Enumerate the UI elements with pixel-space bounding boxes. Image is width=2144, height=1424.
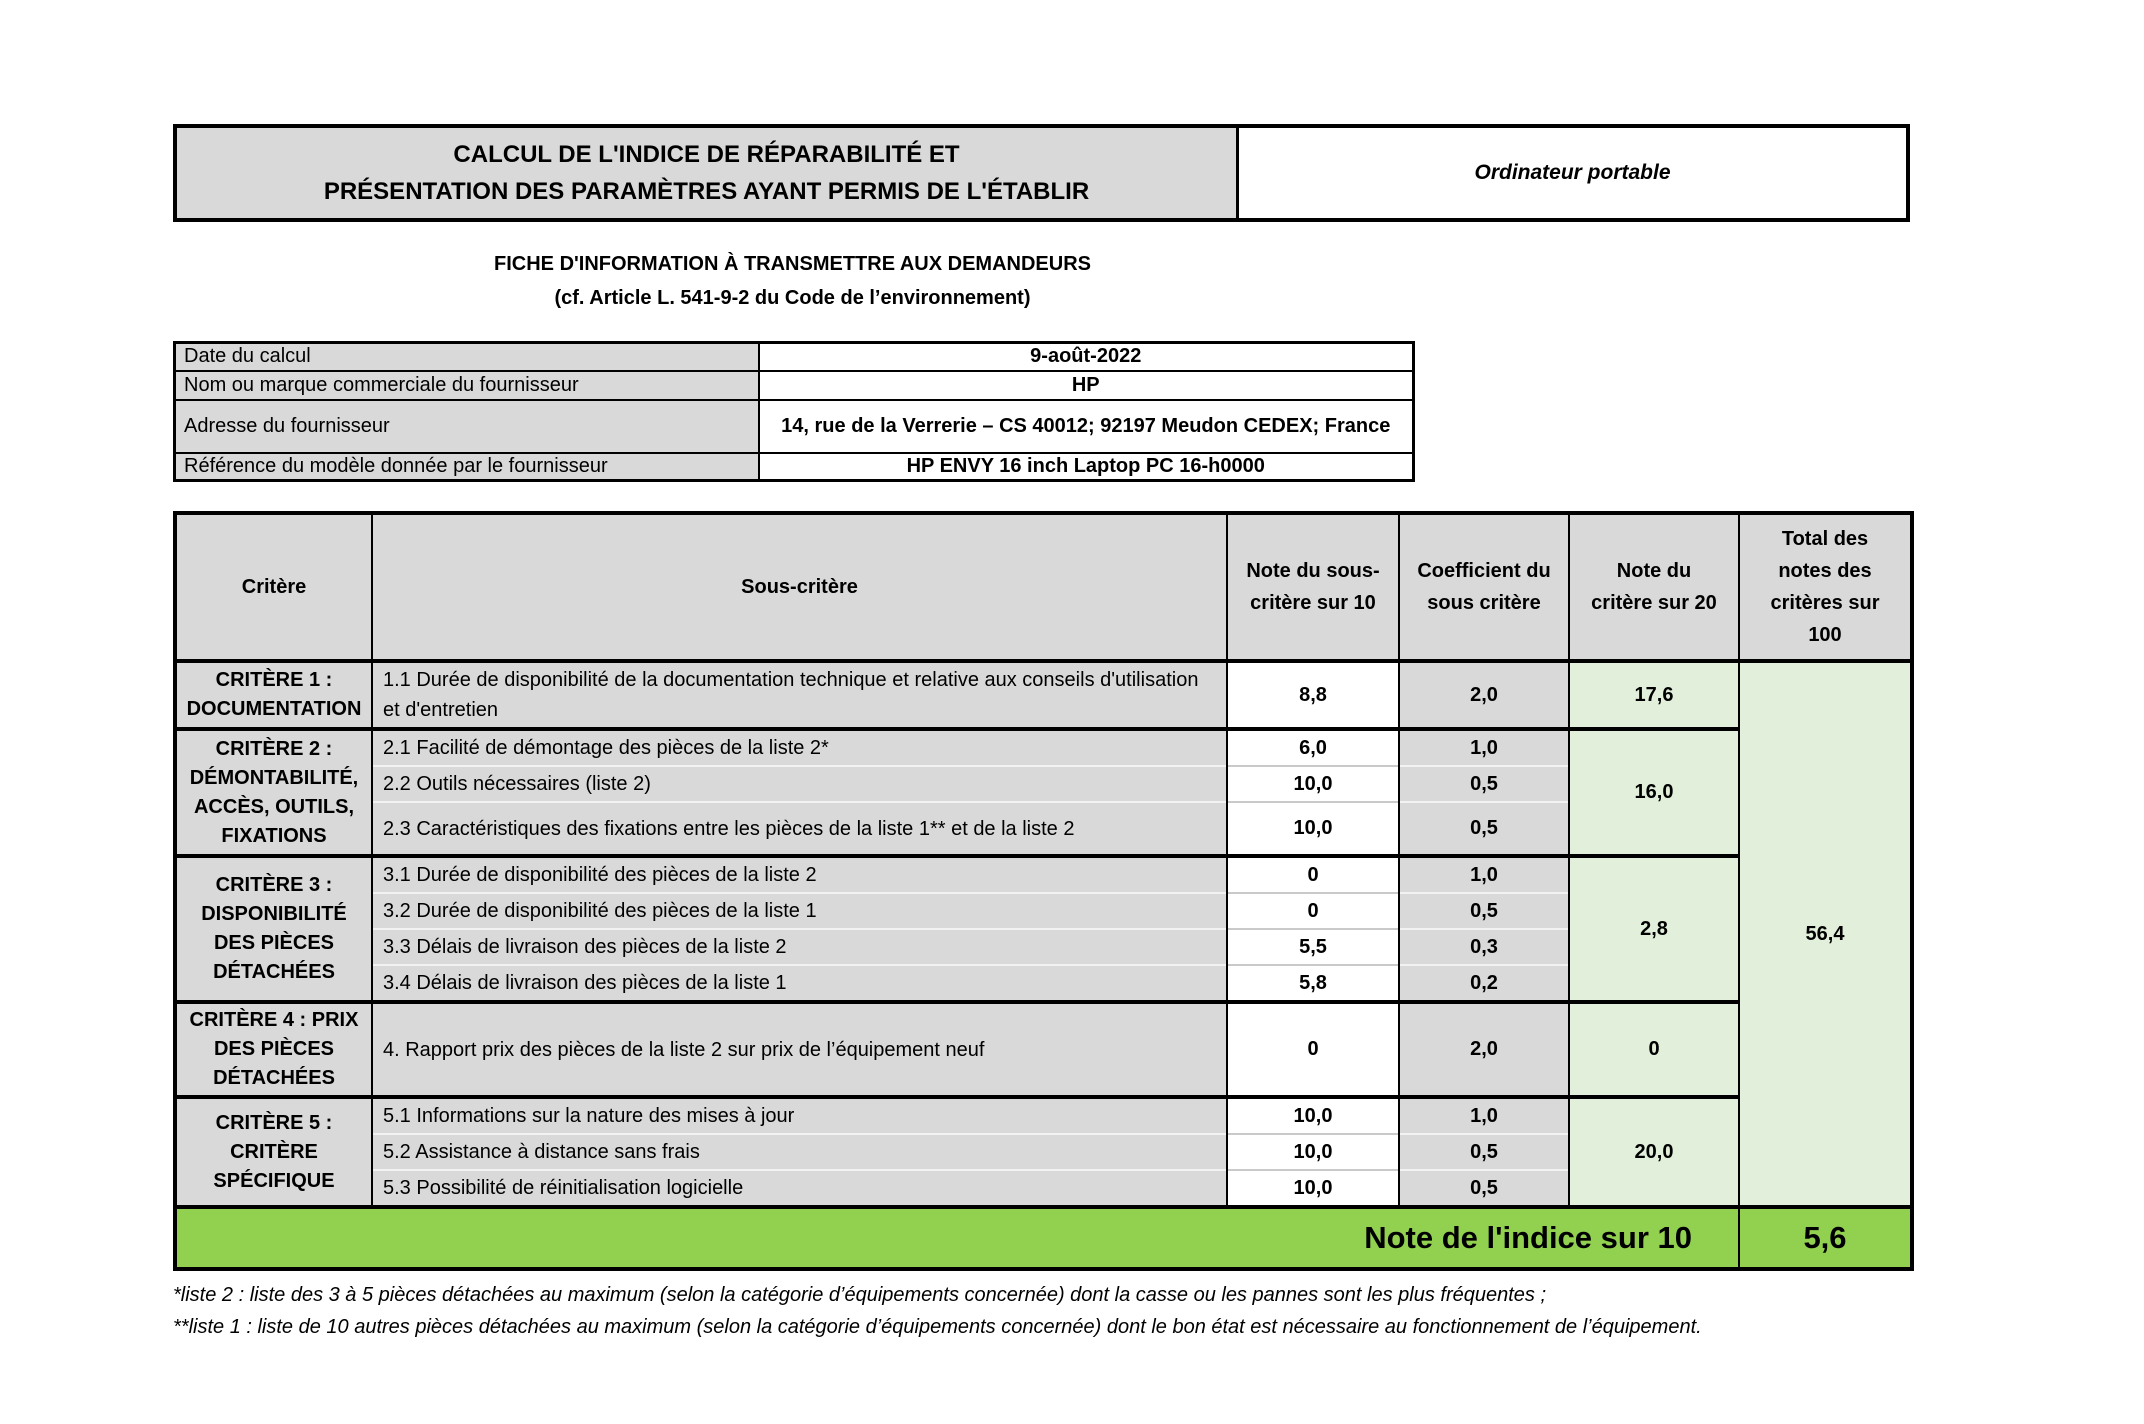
final-score-label: Note de l'indice sur 10	[175, 1207, 1739, 1269]
table-row	[175, 856, 1912, 893]
coef-5-1: 1,0	[1399, 1097, 1569, 1134]
table-row	[175, 1097, 1912, 1134]
col-header-critere: Critère	[175, 513, 372, 661]
supplier-info-label-model: Référence du modèle donnée par le fournisseur	[175, 453, 759, 481]
document-title-line1: CALCUL DE L'INDICE DE RÉPARABILITÉ ET	[453, 140, 960, 168]
document-title-line2: PRÉSENTATION DES PARAMÈTRES AYANT PERMIS DE L'ÉTABLIR	[323, 178, 1090, 205]
col-header-sous-critere: Sous-critère	[372, 513, 1227, 661]
note10-2-2: 10,0	[1227, 766, 1399, 802]
document-title	[177, 128, 1239, 218]
criterion-5-note20: 20,0	[1569, 1097, 1739, 1207]
sub-criterion-5-3: 5.3 Possibilité de réinitialisation logicielle	[372, 1170, 1227, 1207]
sub-criterion-2-2: 2.2 Outils nécessaires (liste 2)	[372, 766, 1227, 802]
subtitle	[173, 247, 1412, 315]
supplier-info-label-date: Date du calcul	[175, 343, 759, 371]
sub-criterion-3-4: 3.4 Délais de livraison des pièces de la liste 1	[372, 965, 1227, 1002]
note10-3-1: 0	[1227, 856, 1399, 893]
note10-4: 0	[1227, 1002, 1399, 1097]
table-row	[175, 343, 1414, 371]
sub-criterion-3-2: 3.2 Durée de disponibilité des pièces de la liste 1	[372, 893, 1227, 929]
criteria-table	[173, 511, 1914, 1271]
note10-3-3: 5,5	[1227, 929, 1399, 965]
sub-criterion-2-3: 2.3 Caractéristiques des fixations entre les pièces de la liste 1** et de la liste 2	[372, 802, 1227, 856]
footnotes	[173, 1279, 1910, 1344]
coef-4: 2,0	[1399, 1002, 1569, 1097]
col-header-coefficient: Coefficient du sous critère	[1399, 513, 1569, 661]
col-header-total: Total des notes des critères sur 100	[1739, 513, 1912, 661]
sub-criterion-5-1: 5.1 Informations sur la nature des mises à jour	[372, 1097, 1227, 1134]
supplier-info-table	[173, 341, 1415, 482]
criteria-header-row	[175, 513, 1912, 661]
criterion-5-label: CRITÈRE 5 : CRITÈRE SPÉCIFIQUE	[175, 1097, 372, 1207]
supplier-info-value-brand: HP	[759, 371, 1414, 400]
criterion-2-label: CRITÈRE 2 : DÉMONTABILITÉ, ACCÈS, OUTILS, FIXATIONS	[175, 729, 372, 856]
title-block	[173, 124, 1910, 222]
note10-3-4: 5,8	[1227, 965, 1399, 1002]
criterion-1-note20: 17,6	[1569, 661, 1739, 729]
table-row	[175, 729, 1912, 766]
subtitle-line1: FICHE D'INFORMATION À TRANSMETTRE AUX DEMANDEURS	[494, 253, 1091, 275]
repairability-sheet	[173, 124, 1910, 1344]
footnote-liste1: **liste 1 : liste de 10 autres pièces détachées au maximum (selon la catégorie d’équipements concernée) dont le bon état est nécessaire au fonctionnement de l’équipement.	[173, 1316, 1702, 1339]
final-score-value: 5,6	[1739, 1207, 1912, 1269]
sub-criterion-4: 4. Rapport prix des pièces de la liste 2 sur prix de l’équipement neuf	[372, 1002, 1227, 1097]
coef-2-2: 0,5	[1399, 766, 1569, 802]
product-category: Ordinateur portable	[1239, 128, 1906, 218]
coef-2-1: 1,0	[1399, 729, 1569, 766]
coef-3-1: 1,0	[1399, 856, 1569, 893]
sub-criterion-5-2: 5.2 Assistance à distance sans frais	[372, 1134, 1227, 1170]
table-row	[175, 661, 1912, 729]
coef-3-3: 0,3	[1399, 929, 1569, 965]
table-row	[175, 453, 1414, 481]
criterion-4-note20: 0	[1569, 1002, 1739, 1097]
note10-5-1: 10,0	[1227, 1097, 1399, 1134]
subtitle-line2: (cf. Article L. 541-9-2 du Code de l’environnement)	[554, 287, 1031, 309]
sub-criterion-1-1: 1.1 Durée de disponibilité de la documentation technique et relative aux conseils d'utilisation et d'entretien	[372, 661, 1227, 729]
final-score-row	[175, 1207, 1912, 1269]
note10-3-2: 0	[1227, 893, 1399, 929]
supplier-info-label-brand: Nom ou marque commerciale du fournisseur	[175, 371, 759, 400]
sub-criterion-3-1: 3.1 Durée de disponibilité des pièces de la liste 2	[372, 856, 1227, 893]
note10-2-1: 6,0	[1227, 729, 1399, 766]
supplier-info-value-date: 9-août-2022	[759, 343, 1414, 371]
supplier-info-value-address: 14, rue de la Verrerie – CS 40012; 92197 Meudon CEDEX; France	[759, 400, 1414, 453]
criterion-4-label: CRITÈRE 4 : PRIX DES PIÈCES DÉTACHÉES	[175, 1002, 372, 1097]
note10-5-3: 10,0	[1227, 1170, 1399, 1207]
col-header-note-sous-critere: Note du sous-critère sur 10	[1227, 513, 1399, 661]
coef-2-3: 0,5	[1399, 802, 1569, 856]
sub-criterion-3-3: 3.3 Délais de livraison des pièces de la liste 2	[372, 929, 1227, 965]
note10-1-1: 8,8	[1227, 661, 1399, 729]
total-score-100: 56,4	[1739, 661, 1912, 1207]
col-header-note-critere: Note du critère sur 20	[1569, 513, 1739, 661]
criterion-3-note20: 2,8	[1569, 856, 1739, 1002]
table-row	[175, 1002, 1912, 1097]
coef-5-2: 0,5	[1399, 1134, 1569, 1170]
criterion-1-label: CRITÈRE 1 : DOCUMENTATION	[175, 661, 372, 729]
table-row	[175, 400, 1414, 453]
sub-criterion-2-1: 2.1 Facilité de démontage des pièces de la liste 2*	[372, 729, 1227, 766]
coef-1-1: 2,0	[1399, 661, 1569, 729]
coef-3-2: 0,5	[1399, 893, 1569, 929]
criterion-3-label: CRITÈRE 3 : DISPONIBILITÉ DES PIÈCES DÉTACHÉES	[175, 856, 372, 1002]
coef-5-3: 0,5	[1399, 1170, 1569, 1207]
criterion-2-note20: 16,0	[1569, 729, 1739, 856]
footnote-liste2: *liste 2 : liste des 3 à 5 pièces détachées au maximum (selon la catégorie d’équipements concernée) dont la casse ou les pannes sont les plus fréquentes ;	[173, 1284, 1547, 1306]
note10-2-3: 10,0	[1227, 802, 1399, 856]
supplier-info-value-model: HP ENVY 16 inch Laptop PC 16-h0000	[759, 453, 1414, 481]
supplier-info-label-address: Adresse du fournisseur	[175, 400, 759, 453]
coef-3-4: 0,2	[1399, 965, 1569, 1002]
note10-5-2: 10,0	[1227, 1134, 1399, 1170]
table-row	[175, 371, 1414, 400]
